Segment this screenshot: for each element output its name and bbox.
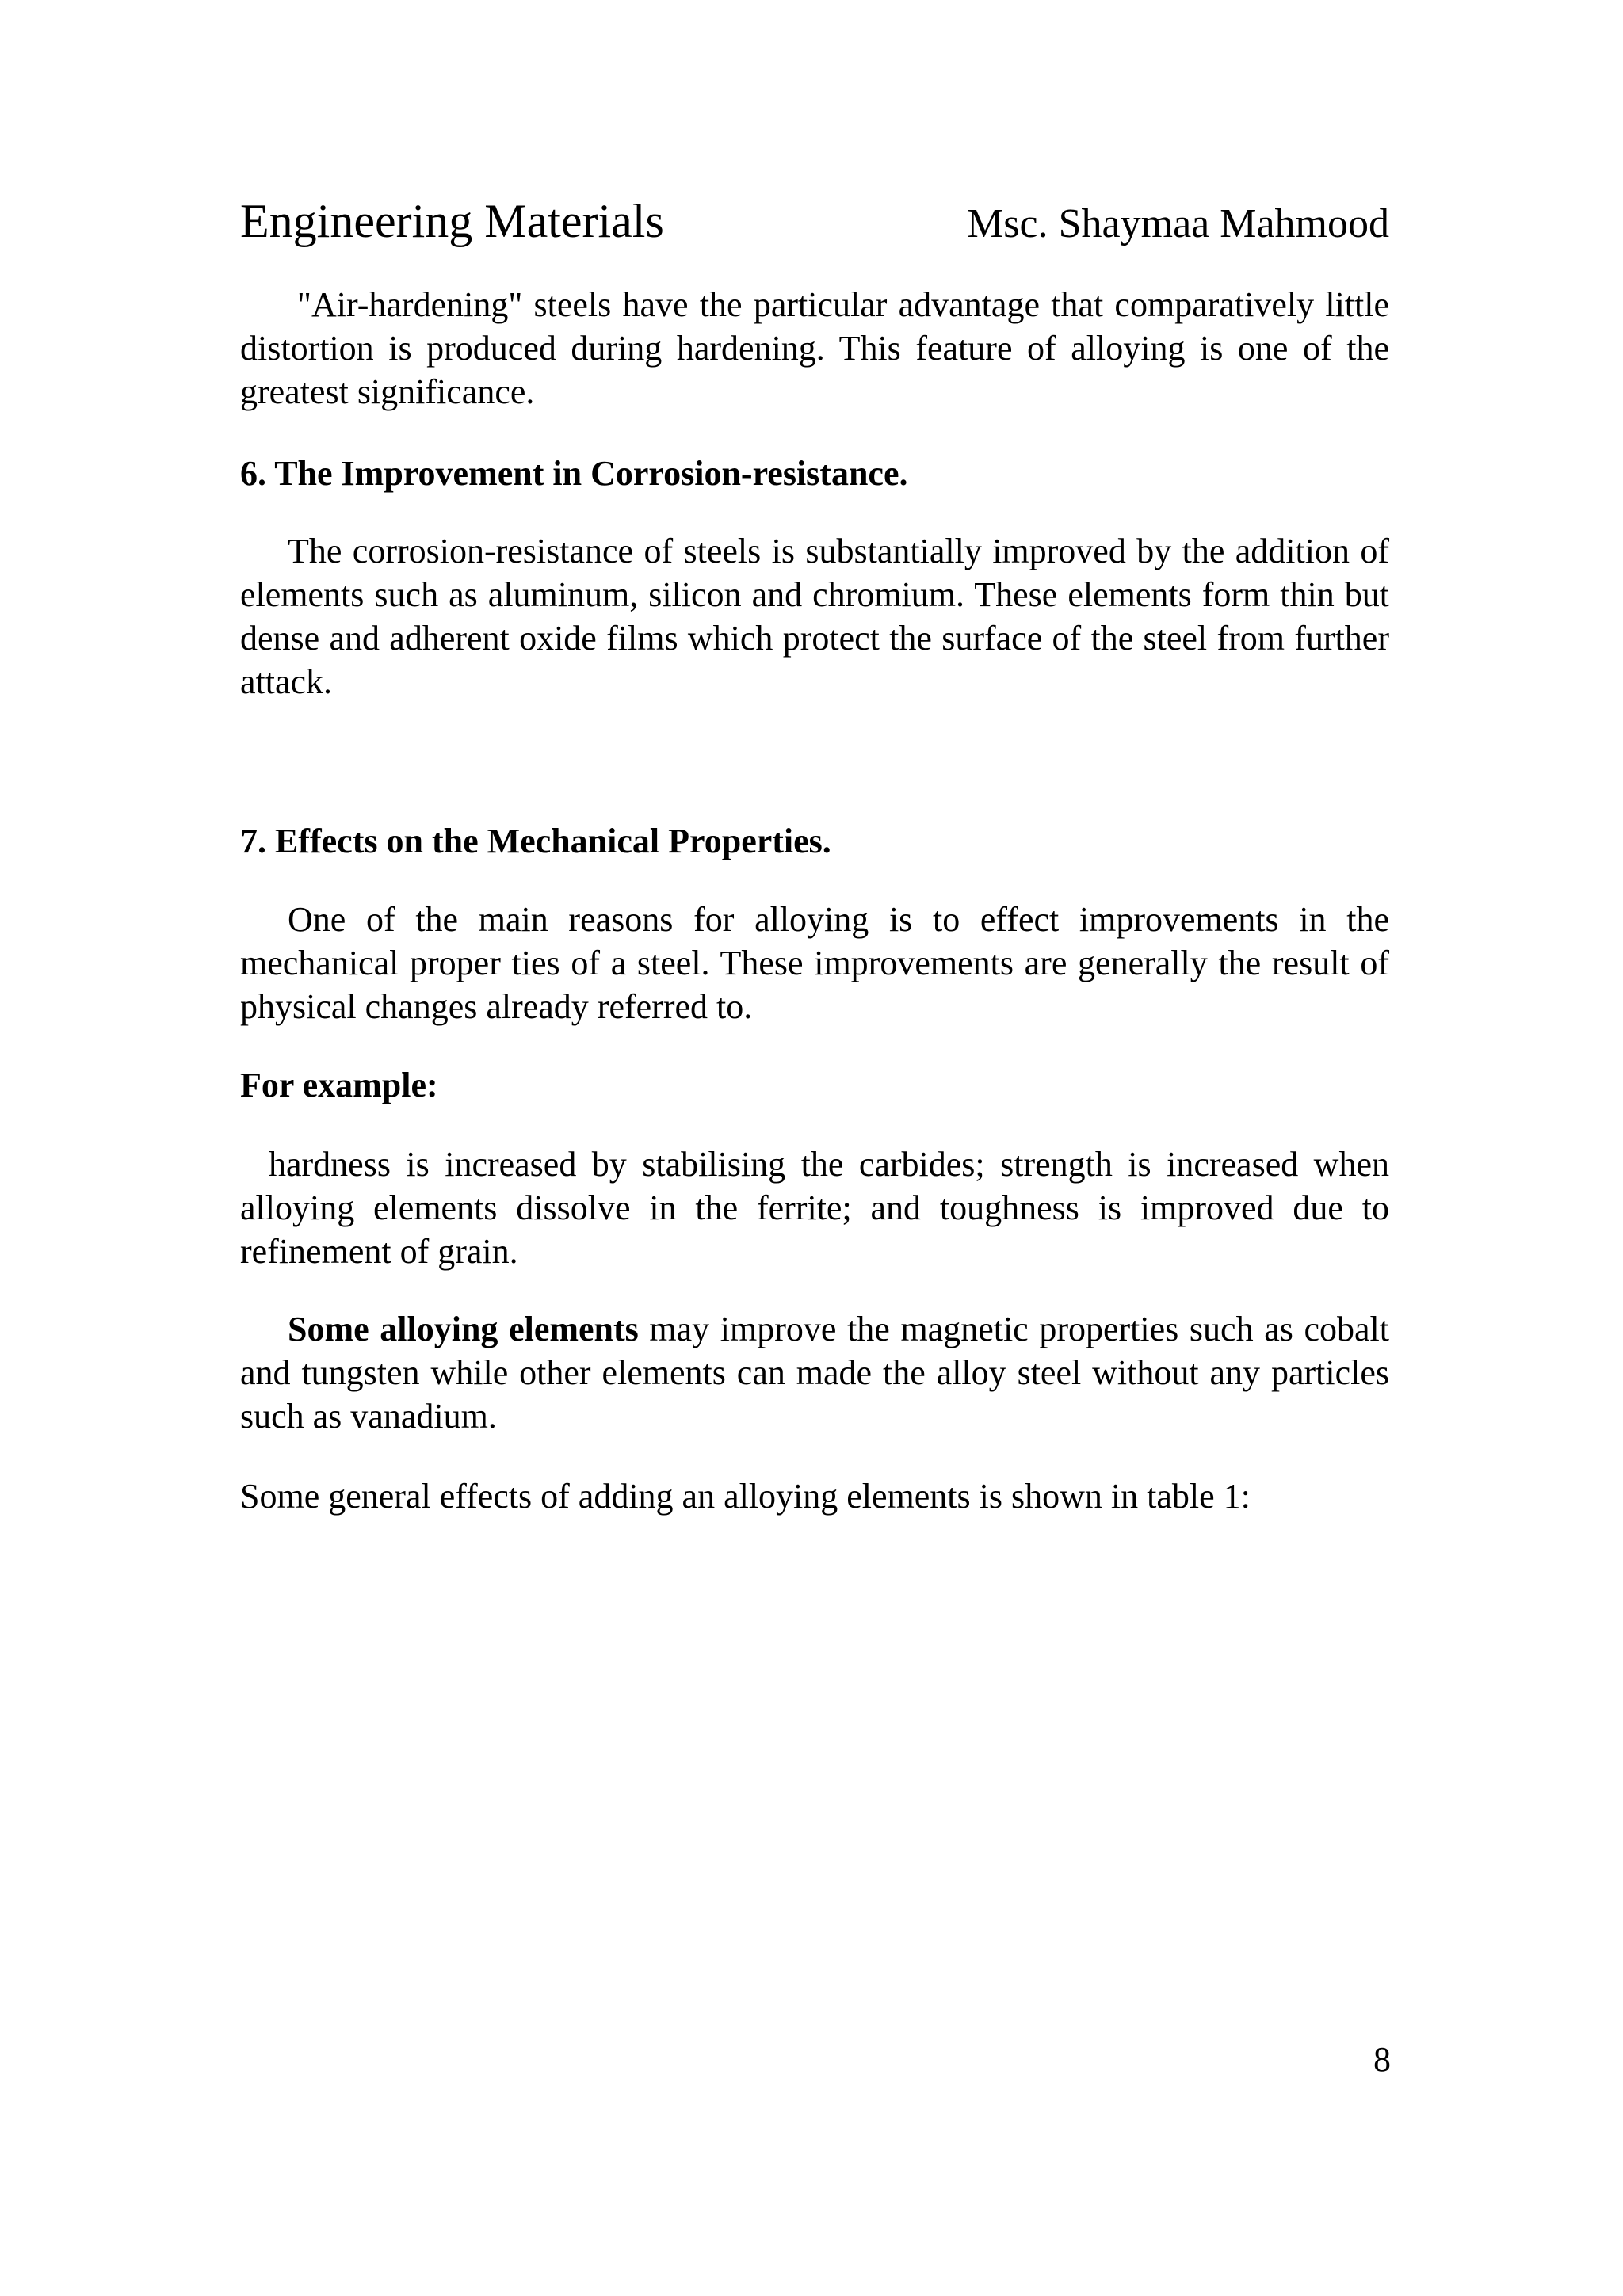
header-author: Msc. Shaymaa Mahmood [967,201,1389,246]
heading-mechanical-properties: 7. Effects on the Mechanical Properties. [240,822,831,860]
page-header [240,193,1389,249]
paragraph-example: hardness is increased by stabilising the carbides; strength is increased when alloying elements dissolve in the ferrite; and toughness is improved due to refinement of grain. [240,1145,1389,1271]
heading-for-example: For example: [240,1066,438,1104]
page-number: 8 [1373,2040,1391,2079]
paragraph-text: may improve the magnetic properties such as cobalt and tungsten while other elements can made the alloy steel without any particles such as vanadium. [240,1310,1389,1436]
paragraph-magnetic-properties [240,1307,1389,1438]
paragraph-corrosion-resistance: The corrosion-resistance of steels is substantially improved by the addition of elements such as aluminum, silicon and chromium. These elements form thin but dense and adherent oxide films which protect the surface of the steel from further attack. [240,532,1389,701]
header-title: Engineering Materials [240,195,664,247]
bold-phrase: Some alloying elements [288,1310,639,1348]
paragraph-air-hardening: "Air-hardening" steels have the particular advantage that comparatively little distortion is produced during hardening. This feature of alloying is one of the greatest significance. [240,285,1389,411]
paragraph-mechanical-properties: One of the main reasons for alloying is to effect improvements in the mechanical proper ties of a steel. These improvements are generally the result of physical changes already referred to. [240,900,1389,1026]
paragraph-table-intro: Some general effects of adding an alloying elements is shown in table 1: [240,1477,1251,1516]
heading-corrosion-resistance: 6. The Improvement in Corrosion-resistance. [240,454,908,493]
